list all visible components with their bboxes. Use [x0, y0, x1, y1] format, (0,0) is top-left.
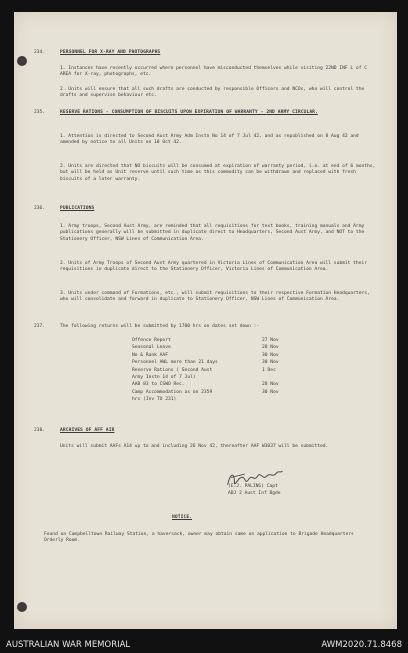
returns-intro: The following returns will be submitted by 1700 hrs on dates set down :- — [60, 324, 260, 329]
document-page — [14, 12, 397, 629]
paragraph: 2. Units will ensure that all such drafts are conducted by responsible Officers and NCOs, who will control the drafts and supervise behaviour etc. — [60, 87, 365, 99]
paragraph: 1. Instances have recently occurred where personnel have misconducted themselves while visiting 22ND INF L of C AREA for X-ray, photographs, etc. — [60, 66, 367, 78]
return-item: Reserve Rations ( Second Aust — [132, 367, 213, 373]
section-heading: PUBLICATIONS — [60, 206, 95, 211]
punch-hole — [17, 602, 27, 612]
return-item: Seasonal Leave — [132, 345, 171, 351]
paragraph: 1. Army troops, Second Aust Army, are reminded that all requisitions for text books, training manuals and Army publications generally will be submitted in duplicate direct to Headquarters, Second Aust Army, and NOT to the Stationery Officer, NSW Lines of Communication Area. — [60, 224, 365, 242]
return-date: 1 Dec — [262, 367, 276, 373]
signature-title: ADJ 2 Aust Inf Bgde — [228, 491, 281, 496]
return-item: Offence Report — [132, 338, 171, 343]
return-item: AAB 83 to CSWO Rec. — [132, 382, 185, 388]
return-item: Camp Accommodation as on 2359 — [132, 389, 213, 395]
return-date: 28 Nov — [262, 382, 279, 388]
section-number: 235. — [34, 110, 46, 115]
return-date: 27 Nov — [262, 338, 279, 343]
paragraph: 3. Units under command of Formations, etc., will submit requisitions to their respective Formation Headquarters, who will consolidate and forward in duplicate to Stationery Officer, NSW Lines of Communication Area. — [60, 291, 370, 303]
signature-name: (E.J. PALING) Capt — [228, 484, 278, 489]
paragraph: 1. Attention is directed to Second Aust Army Adm Instn No 14 of 7 Jul 42, and as republished on 8 Aug 42 and amended by notice to all Units on 10 Oct 42. — [60, 134, 359, 146]
return-date: 30 Nov — [262, 352, 279, 358]
footer-institution: AUSTRALIAN WAR MEMORIAL — [6, 640, 131, 650]
paragraph: 2. Units of Army Troops of Second Aust Army quartered in Victoria Lines of Communication Area will submit their requisitions in duplicate direct to the Stationery Officer, Victoria Lines of Communication Area. — [60, 261, 367, 273]
section-number: 236. — [34, 206, 46, 211]
section-heading: PERSONNEL FOR X-RAY AND PHOTOGRAPHS — [60, 50, 161, 55]
punch-hole — [17, 56, 27, 66]
return-item: Personnel AWL more than 21 days — [132, 360, 218, 366]
section-number: 237. — [34, 324, 46, 329]
return-date: 30 Nov — [262, 360, 279, 366]
notice-text: Found on Campbelltown Railway Station, a haversack, owner may obtain same on application to Brigade Headquarters Orderly Room. — [44, 532, 354, 544]
return-item: No & Rank AAF — [132, 352, 168, 358]
archive-footer — [0, 637, 408, 653]
paragraph: Units will submit AAFs A14 up to and including 26 Nov 42, thereafter AAF W3037 will be submitted. — [60, 444, 329, 449]
section-heading: RESERVE RATIONS - CONSUMPTION OF BISCUITS UPON EXPIRATION OF WARRANTY - 2ND ARMY CIRCULAR. — [60, 110, 318, 115]
notice-heading: NOTICE. — [172, 515, 193, 520]
return-date: 28 Nov — [262, 345, 279, 351]
footer-accession-number: AWM2020.71.8468 — [321, 640, 402, 650]
return-date: 30 Nov — [262, 389, 279, 395]
section-number: 234. — [34, 50, 46, 55]
return-item: Army Instn 14 of 7 Jul) — [132, 375, 196, 380]
section-number: 238. — [34, 428, 46, 433]
section-heading: ARCHIVES OF AFF AIR — [60, 428, 115, 433]
return-item: hrs (Inv TO 231) — [132, 397, 177, 403]
paragraph: 2. Units are directed that NO biscuits will be consumed at expiration of warranty period, i.e. at end of 6 months, but will be held as Unit reserve until such time as this commodity can be withdrawn and replaced with fresh biscuits of a later warranty. — [60, 164, 376, 182]
